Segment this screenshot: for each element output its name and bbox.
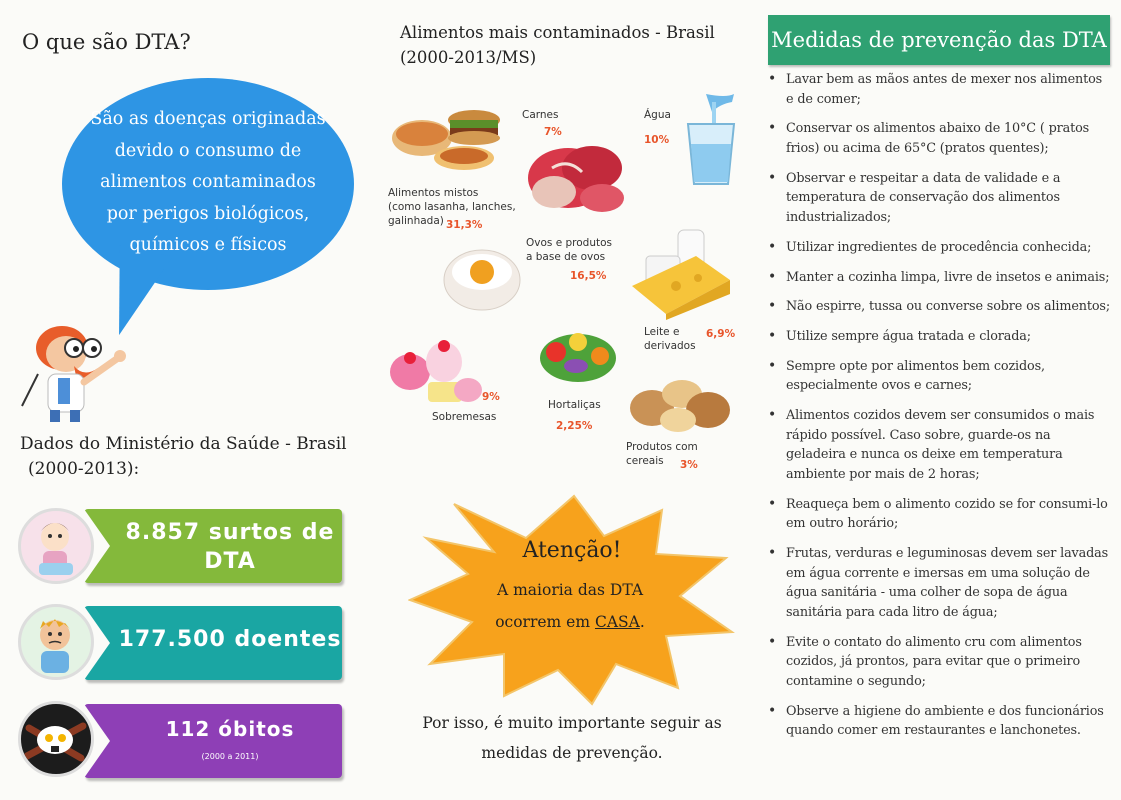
deaths-text: 112 óbitos: [165, 717, 295, 741]
meats-label: Carnes: [522, 109, 559, 121]
ministry-data-title: Dados do Ministério da Saúde - Brasil: [20, 434, 347, 454]
dairy-percent: 6,9%: [706, 328, 736, 340]
deaths-banner: [84, 704, 342, 778]
prevention-item: • Alimentos cozidos devem ser consumidos o mais rápido possível. Caso sobre, guarde-os na geladeira e nunca os deixe em temperatura ambiente por mais de 2 horas;: [766, 406, 1112, 484]
skull-avatar: [18, 701, 94, 777]
water-percent: 10%: [644, 134, 670, 146]
prevention-item: • Frutas, verduras e leguminosas devem ser lavadas em água corrente e imersas em uma solução de água sanitária - uma colher de sopa de água sanitária para cada litro de água;: [766, 544, 1112, 622]
middle-panel: [372, 0, 752, 800]
attention-line-2: [460, 606, 680, 638]
mixed-foods-image: [388, 94, 508, 174]
water-glass-image: [676, 94, 746, 188]
sick-girl-icon: [21, 511, 91, 581]
cereals-image: [628, 372, 736, 436]
ministry-data-heading: [20, 432, 347, 482]
prevention-item: • Não espirre, tussa ou converse sobre os alimentos;: [766, 297, 1112, 317]
prevention-item: • Utilizar ingredientes de procedência conhecida;: [766, 238, 1112, 258]
food-label-line: Leite e: [644, 326, 680, 338]
desserts-image: [384, 332, 484, 412]
eggs-label: [526, 236, 612, 264]
prevention-item: • Sempre opte por alimentos bem cozidos, especialmente ovos e carnes;: [766, 357, 1112, 396]
food-label-line: a base de ovos: [526, 251, 606, 263]
meats-percent: 7%: [544, 126, 562, 138]
foods-source: (2000-2013/MS): [400, 48, 537, 67]
definition-line: químicos e físicos: [129, 235, 287, 255]
outbreaks-line-1: 8.857 surtos de: [125, 520, 335, 545]
vegetables-label: Hortaliças: [548, 399, 601, 411]
deaths-period: (2000 a 2011): [201, 752, 259, 761]
definition-line: por perigos biológicos,: [106, 203, 310, 224]
desserts-percent: 9%: [482, 391, 500, 403]
sick-boy-icon: [21, 607, 91, 677]
dairy-label: [644, 325, 696, 353]
prevention-list: [766, 70, 1112, 751]
attention-line-1: A maioria das DTA: [496, 581, 644, 599]
vegetables-percent: 2,25%: [556, 420, 593, 432]
attention-title: Atenção!: [522, 538, 622, 563]
meats-image: [522, 128, 632, 224]
ministry-data-period: (2000-2013):: [28, 459, 140, 479]
scientist-illustration: [14, 318, 134, 424]
attention-message: [460, 574, 680, 638]
definition-line: São as doenças originadas: [90, 109, 326, 129]
food-label-line: Ovos e produtos: [526, 237, 613, 249]
left-panel: [0, 0, 360, 800]
sick-girl-avatar: [18, 508, 94, 584]
definition-line: alimentos contaminados: [100, 172, 316, 192]
sick-people-banner: [84, 606, 342, 680]
prevention-item: • Observe a higiene do ambiente e dos funcionários quando comer em restaurantes e lanchonetes.: [766, 702, 1112, 741]
prevention-header: Medidas de prevenção das DTA: [768, 15, 1110, 65]
food-label-line: Produtos com: [626, 441, 698, 453]
outbreaks-banner: [84, 509, 342, 583]
food-label-line: derivados: [644, 340, 696, 352]
food-label-line: (como lasanha, lanches,: [388, 201, 516, 213]
foods-heading: [400, 20, 715, 70]
attention-home-word: CASA: [594, 613, 640, 631]
skull-egg-icon: [21, 704, 91, 774]
food-label-line: Alimentos mistos: [388, 187, 479, 199]
eggs-image: [438, 238, 534, 314]
water-label: Água: [644, 109, 671, 121]
vegetables-image: [536, 322, 620, 386]
mixed-foods-percent: 31,3%: [446, 219, 483, 231]
sick-people-text: 177.500 doentes: [118, 627, 342, 652]
dairy-image: [626, 226, 736, 320]
attention-line-2-prefix: ocorrem em: [495, 613, 595, 631]
food-label-line: cereais: [626, 455, 664, 467]
closing-line-1: Por isso, é muito importante seguir as: [422, 714, 722, 732]
prevention-item: • Utilize sempre água tratada e clorada;: [766, 327, 1112, 347]
prevention-item: • Reaqueça bem o alimento cozido se for consumi-lo em outro horário;: [766, 495, 1112, 534]
outbreaks-text: [118, 518, 342, 576]
desserts-label: Sobremesas: [432, 411, 497, 423]
prevention-item: • Conservar os alimentos abaixo de 10°C ( pratos frios) ou acima de 65°C (pratos quentes);: [766, 119, 1112, 158]
attention-line-2-suffix: .: [639, 613, 645, 631]
foods-title: Alimentos mais contaminados - Brasil: [400, 23, 715, 42]
prevention-item: • Lavar bem as mãos antes de mexer nos alimentos e de comer;: [766, 70, 1112, 109]
eggs-percent: 16,5%: [570, 270, 607, 282]
closing-line-2: medidas de prevenção.: [481, 744, 663, 762]
sick-boy-avatar: [18, 604, 94, 680]
outbreaks-line-2: DTA: [204, 549, 256, 574]
food-label-line: galinhada): [388, 215, 444, 227]
closing-message: [412, 708, 732, 768]
what-is-dta-heading: O que são DTA?: [22, 30, 191, 54]
definition-line: devido o consumo de: [114, 140, 302, 161]
cereals-percent: 3%: [680, 459, 698, 471]
prevention-item: • Evite o contato do alimento cru com alimentos cozidos, já prontos, para evitar que o primeiro contamine o segundo;: [766, 633, 1112, 692]
prevention-item: • Observar e respeitar a data de validade e a temperatura de conservação dos alimentos industrializados;: [766, 169, 1112, 228]
prevention-item: • Manter a cozinha limpa, livre de insetos e animais;: [766, 268, 1112, 288]
right-panel: [752, 0, 1121, 800]
dta-definition: [84, 104, 332, 262]
